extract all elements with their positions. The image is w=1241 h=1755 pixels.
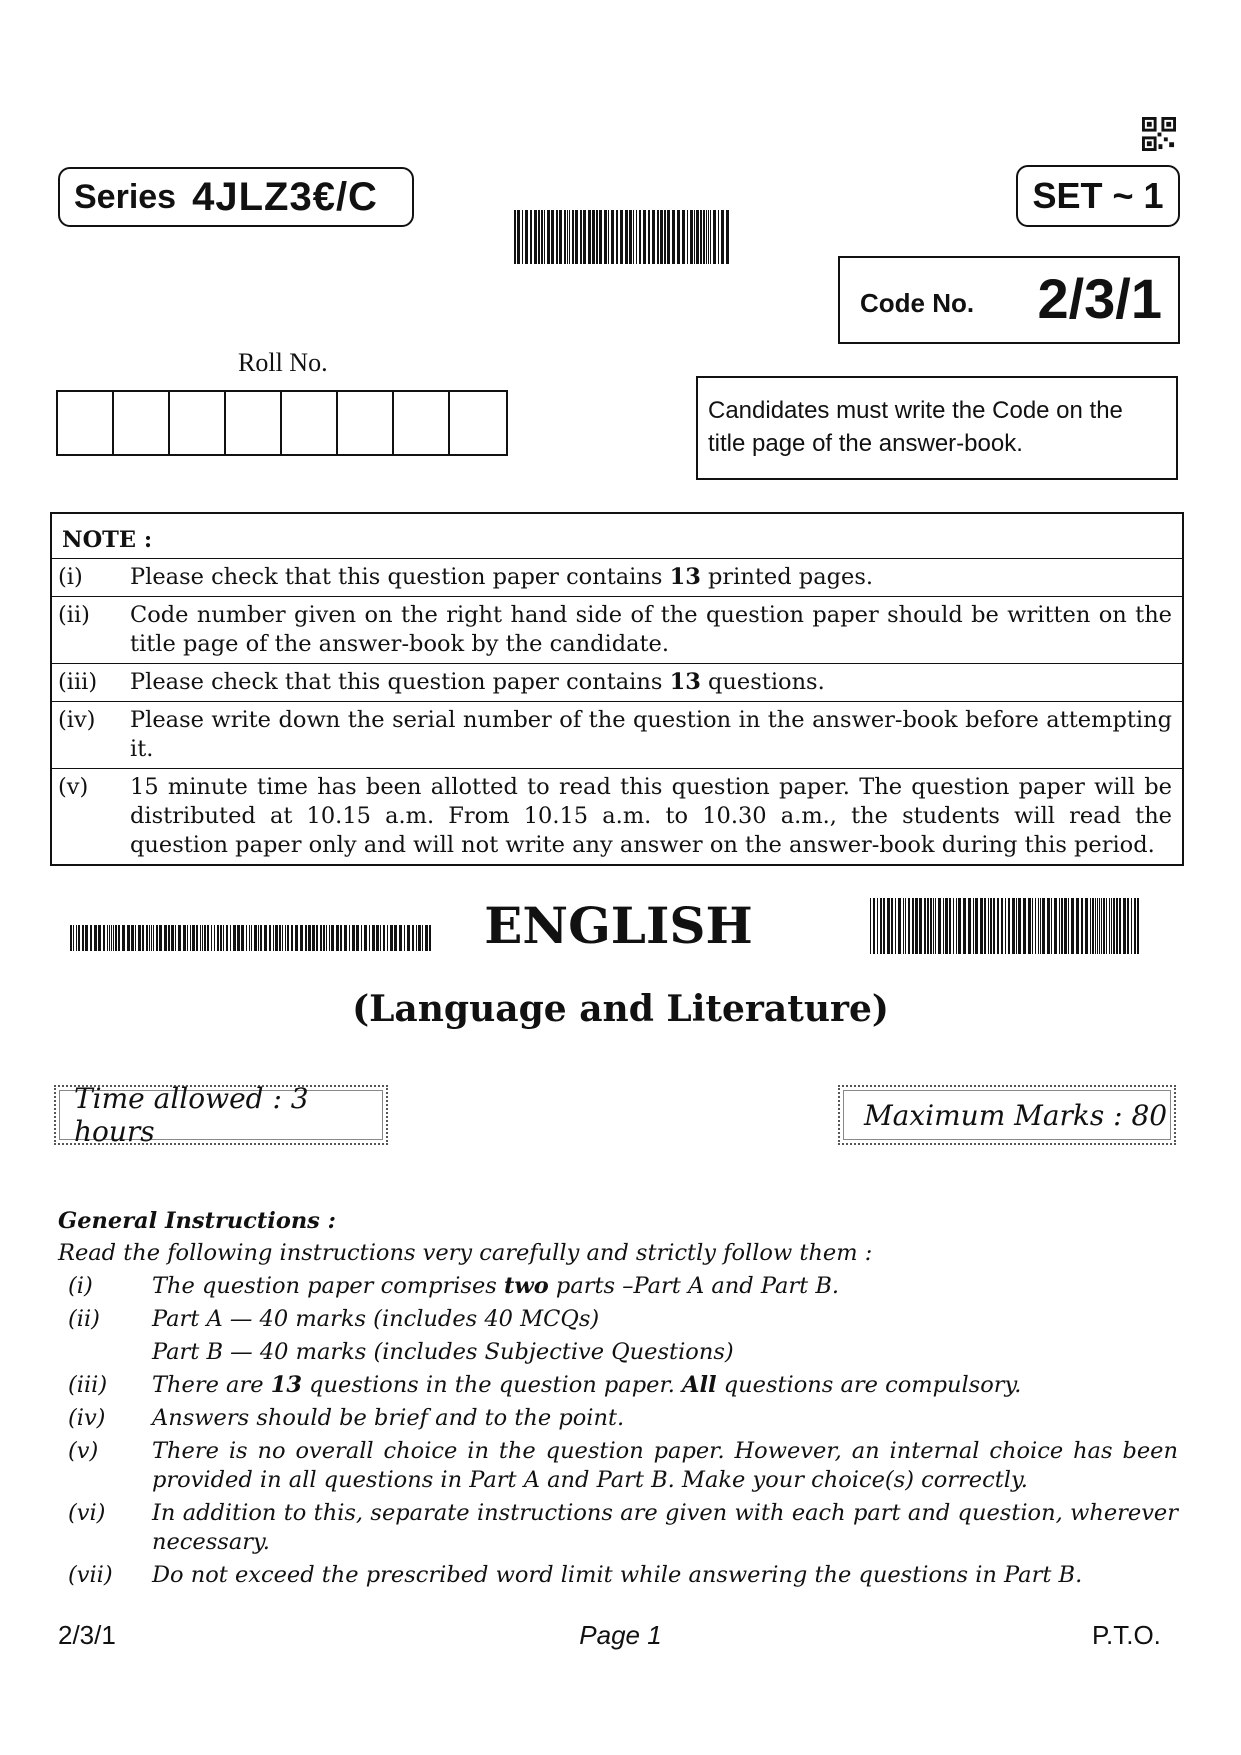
instruction-item	[58, 1272, 1178, 1301]
instruction-text-part: Do not exceed the prescribed word limit while answering the questions in Part B.	[152, 1562, 1083, 1588]
instruction-item	[58, 1371, 1178, 1400]
note-row	[51, 559, 1183, 597]
footer-pto: P.T.O.	[1092, 1620, 1161, 1650]
note-text-part: Please check that this question paper contains	[130, 564, 670, 590]
note-number: (iii)	[51, 664, 124, 702]
series-code: 4JLZ3€/C	[192, 174, 378, 219]
instruction-text-part: questions are compulsory.	[716, 1372, 1022, 1398]
instruction-text-part: Part A — 40 marks (includes 40 MCQs)	[152, 1306, 600, 1332]
note-text-part: Please check that this question paper contains	[130, 669, 670, 695]
note-row	[51, 597, 1183, 664]
roll-number-cell[interactable]	[58, 392, 114, 454]
note-text	[124, 664, 1183, 702]
note-number: (ii)	[51, 597, 124, 664]
note-number: (iv)	[51, 702, 124, 769]
note-table	[50, 512, 1184, 866]
candidates-instruction: Candidates must write the Code on the title page of the answer-book.	[696, 376, 1178, 480]
instruction-emphasis: two	[504, 1273, 549, 1299]
instruction-item	[58, 1499, 1178, 1557]
note-text-part: 15 minute time has been allotted to read this question paper. The question paper will be distributed at 10.15 a.m. From 10.15 a.m. to 10.30 a.m., the students will read the question paper only and will not write any answer on the answer-book during this period.	[130, 774, 1172, 858]
instructions-list	[58, 1272, 1178, 1594]
note-heading: NOTE :	[62, 527, 153, 553]
instruction-text	[152, 1305, 1178, 1334]
series-label: Series	[74, 177, 177, 216]
note-number: (i)	[51, 559, 124, 597]
instructions-intro: Read the following instructions very carefully and strictly follow them :	[58, 1240, 873, 1266]
instruction-text-part: There is no overall choice in the question paper. However, an internal choice has been provided in all questions in Part A and Part B. Make your choice(s) correctly.	[152, 1438, 1178, 1493]
instruction-number: (iv)	[68, 1405, 106, 1431]
note-text-part: Code number given on the right hand side of the question paper should be written on the title page of the answer-book by the candidate.	[130, 602, 1172, 657]
instruction-text	[152, 1437, 1178, 1495]
instruction-item	[58, 1305, 1178, 1334]
roll-number-cell[interactable]	[282, 392, 338, 454]
instruction-number: (ii)	[68, 1306, 100, 1332]
subject-subtitle: (Language and Literature)	[352, 988, 889, 1030]
qr-code-icon	[1142, 117, 1176, 151]
instruction-text-part: Answers should be brief and to the point.	[152, 1405, 625, 1431]
roll-number-cell[interactable]	[338, 392, 394, 454]
roll-number-cell[interactable]	[114, 392, 170, 454]
roll-number-cell[interactable]	[226, 392, 282, 454]
note-heading-row	[51, 513, 1183, 559]
instruction-number: (vii)	[68, 1562, 113, 1588]
instruction-text	[152, 1272, 1178, 1301]
code-number-box	[838, 256, 1180, 344]
note-text	[124, 597, 1183, 664]
note-text-bold: 13	[669, 669, 701, 695]
instruction-text	[152, 1371, 1178, 1400]
barcode-icon	[870, 898, 1142, 954]
note-text	[124, 559, 1183, 597]
instruction-text	[152, 1338, 1178, 1367]
instruction-text-part: In addition to this, separate instructions are given with each part and question, wherever necessary.	[152, 1500, 1178, 1555]
roll-number-cell[interactable]	[170, 392, 226, 454]
instruction-text	[152, 1561, 1178, 1590]
roll-number-cell[interactable]	[450, 392, 506, 454]
note-text-part: printed pages.	[700, 564, 874, 590]
instruction-number	[58, 1338, 152, 1367]
note-row	[51, 702, 1183, 769]
note-text-bold: 13	[669, 564, 701, 590]
instruction-item	[58, 1437, 1178, 1495]
code-label: Code No.	[860, 288, 975, 318]
note-text-part: Please write down the serial number of the question in the answer-book before attempting it.	[130, 707, 1172, 762]
instruction-text-part: Part B — 40 marks (includes Subjective Questions)	[152, 1339, 734, 1365]
note-number: (v)	[51, 769, 124, 866]
instruction-text-part: questions in the question paper.	[302, 1372, 683, 1398]
note-text	[124, 769, 1183, 866]
instruction-number: (iii)	[68, 1372, 108, 1398]
instruction-item	[58, 1561, 1178, 1590]
footer-code: 2/3/1	[58, 1620, 116, 1650]
barcode-icon	[514, 210, 730, 264]
barcode-icon	[70, 925, 432, 951]
instruction-number: (vi)	[68, 1500, 106, 1526]
note-row	[51, 664, 1183, 702]
roll-number-grid[interactable]	[56, 390, 508, 456]
instruction-number: (i)	[68, 1273, 93, 1299]
note-text-part: questions.	[700, 669, 825, 695]
instructions-heading: General Instructions :	[58, 1208, 336, 1234]
instruction-text-part: There are	[152, 1372, 271, 1398]
maximum-marks: Maximum Marks : 80	[838, 1085, 1176, 1145]
set-badge: SET ~ 1	[1016, 165, 1180, 227]
note-row	[51, 769, 1183, 866]
instruction-emphasis: 13	[270, 1372, 302, 1398]
code-value: 2/3/1	[1037, 267, 1162, 330]
instruction-item	[58, 1404, 1178, 1433]
instruction-text-part: parts –Part A and Part B.	[548, 1273, 840, 1299]
instruction-number: (v)	[68, 1438, 99, 1464]
instruction-emphasis: All	[682, 1372, 717, 1398]
instruction-item	[58, 1338, 1178, 1367]
footer-page-number: Page 1	[579, 1620, 662, 1650]
instruction-text	[152, 1499, 1178, 1557]
subject-title-text: ENGLISH	[484, 896, 753, 955]
time-allowed: Time allowed : 3 hours	[54, 1085, 388, 1145]
note-text	[124, 702, 1183, 769]
series-box	[58, 167, 414, 227]
instruction-text-part: The question paper comprises	[152, 1273, 504, 1299]
roll-number-cell[interactable]	[394, 392, 450, 454]
instruction-text	[152, 1404, 1178, 1433]
roll-number-label: Roll No.	[238, 348, 328, 377]
